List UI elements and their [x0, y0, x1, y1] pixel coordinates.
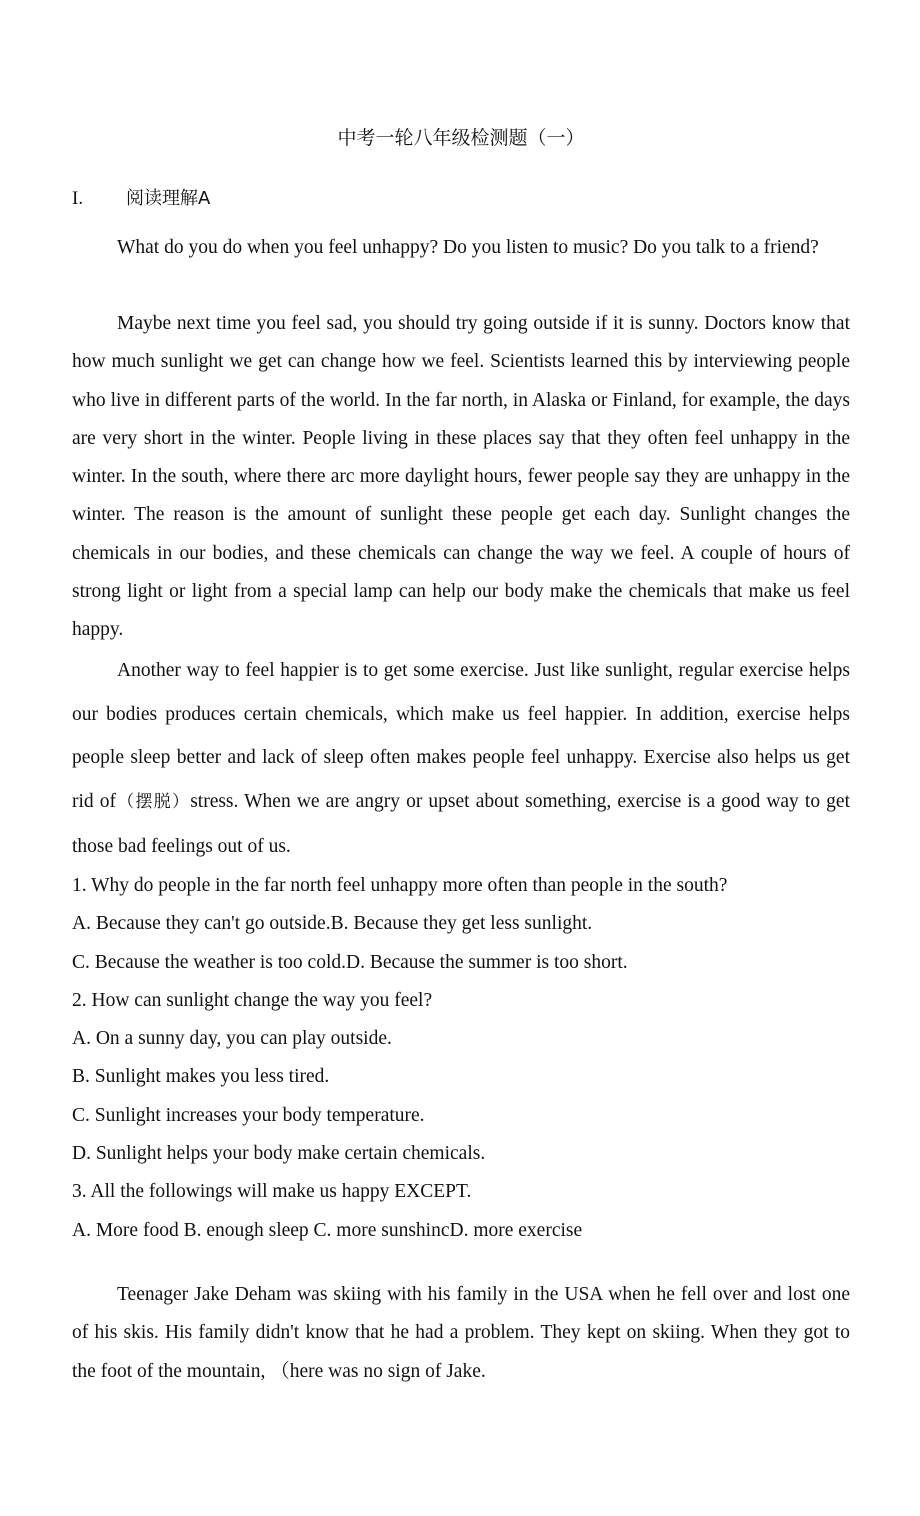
section-label: 阅读理解A	[126, 188, 211, 209]
chinese-gloss: （摆脱）	[116, 792, 191, 813]
passage-b-paragraph-1: Teenager Jake Deham was skiing with his family in the USA when he fell over and lost one of his skis. His family didn't know that he had a problem. They kept on skiing. When they got to the foot of the mountain, （here was no sign of Jake.	[72, 1284, 850, 1382]
question-2-option-b: B. Sunlight makes you less tired.	[72, 1066, 330, 1088]
question-1-options-ab: A. Because they can't go outside.B. Because they get less sunlight.	[72, 913, 593, 935]
document-title: 中考一轮八年级检测题（一）	[337, 127, 585, 149]
question-3: 3. All the followings will make us happy EXCEPT.	[72, 1181, 472, 1203]
passage-a-paragraph-2: Maybe next time you feel sad, you should try going outside if it is sunny. Doctors know that how much sunlight we get can change how we feel. Scientists learned this by interviewing people who live in different parts of the world. In the far north, in Alaska or Finland, for example, the days are very short in the winter. People living in these places say that they often feel unhappy in the winter. In the south, where there arc more daylight hours, fewer people say they are unhappy in the winter. The reason is the amount of sunlight these people get each day. Sunlight changes the chemicals in our bodies, and these chemicals can change the way we feel. A couple of hours of strong light or light from a special lamp can help our body make the chemicals that make us feel happy.	[72, 313, 850, 641]
paragraph-3-text-before: Another way to feel happier is to get some exercise. Just like sunlight, regular exercise helps our bodies produces certain chemicals, which make us feel happier. In addition, exercise helps people sleep better and lack of sleep often makes people feel unhappy. Exercise also helps us get rid of	[72, 660, 850, 813]
question-1-options-cd: C. Because the weather is too cold.D. Because the summer is too short.	[72, 951, 628, 973]
passage-a-paragraph-1: What do you do when you feel unhappy? Do you listen to music? Do you talk to a friend?	[117, 237, 819, 258]
section-number: I.	[72, 188, 84, 209]
question-list	[72, 867, 850, 1250]
passage-a-paragraph-3	[72, 649, 850, 869]
question-2-option-a: A. On a sunny day, you can play outside.	[72, 1028, 392, 1050]
question-2: 2. How can sunlight change the way you feel?	[72, 989, 433, 1011]
section-heading	[72, 185, 210, 213]
paragraph-3-text-after: stress. When we are angry or upset about something, exercise is a good way to get those bad feelings out of us.	[72, 791, 851, 857]
question-2-option-c: C. Sunlight increases your body temperature.	[72, 1104, 425, 1126]
question-3-options: A. More food B. enough sleep C. more sunshincD. more exercise	[72, 1219, 583, 1241]
question-2-option-d: D. Sunlight helps your body make certain chemicals.	[72, 1143, 486, 1165]
question-1: 1. Why do people in the far north feel unhappy more often than people in the south?	[72, 875, 728, 896]
